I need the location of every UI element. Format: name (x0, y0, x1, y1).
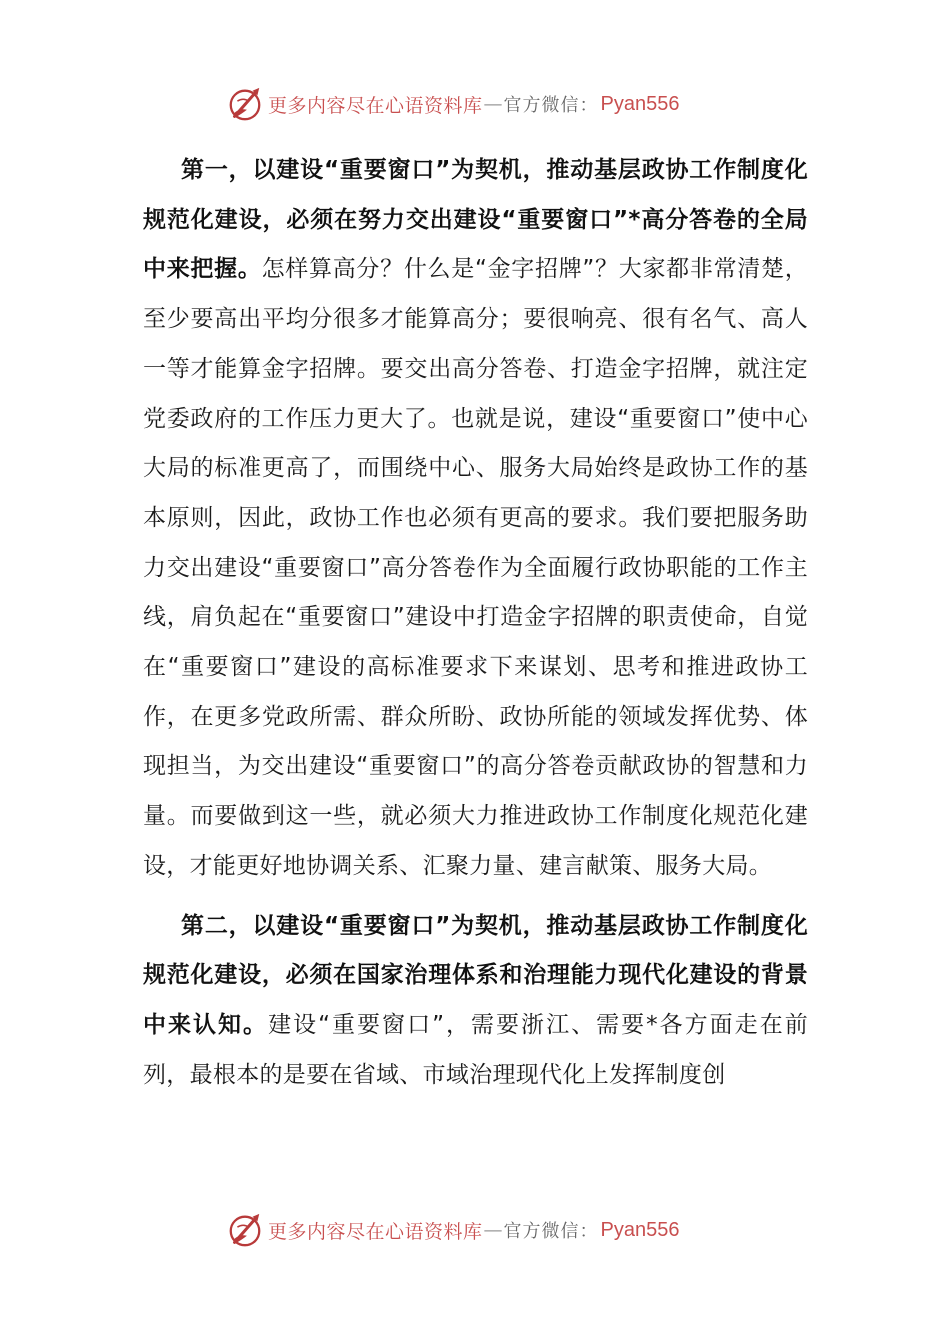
paragraph-1-lead: 第一，以建设“重要窗口”为契机，推动基层政协工作制度化规范化建设，必须在努力交出建设“重要窗口”*高分答卷的全局中来把握。 (143, 157, 808, 283)
paragraph-2 (143, 902, 808, 1101)
paragraph-1 (143, 146, 808, 892)
wechat-label: 官方微信： (503, 95, 599, 116)
wechat-id: Pyan556 (600, 1218, 680, 1241)
paragraph-2-lead: 第二，以建设“重要窗口”为契机，推动基层政协工作制度化规范化建设，必须在国家治理体系和治理能力现代化建设的背景中来认知。 (143, 912, 808, 1038)
site-promo-text: 更多内容尽在心语资料库 (268, 94, 483, 117)
pen-logo-icon (226, 1211, 264, 1249)
header-banner (226, 84, 679, 124)
banner-dash: — (483, 93, 503, 115)
wechat-id: Pyan556 (600, 92, 680, 115)
wechat-label: 官方微信： (503, 1221, 599, 1242)
site-promo-text: 更多内容尽在心语资料库 (268, 1220, 483, 1243)
pen-logo-icon (226, 85, 264, 123)
footer-banner (226, 1210, 679, 1250)
paragraph-2-body: 建设“重要窗口”，需要浙江、需要*各方面走在前列，最根本的是要在省域、市域治理现代化上发挥制度创 (143, 1011, 809, 1088)
paragraph-1-body: 怎样算高分？什么是“金字招牌”？大家都非常清楚，至少要高出平均分很多才能算高分；要很响亮、很有名气、高人一等才能算金字招牌。要交出高分答卷、打造金字招牌，就注定党委政府的工作压力更大了。也就是说，建设“重要窗口”使中心大局的标准更高了，而围绕中心、服务大局始终是政协工作的基本原则，因此，政协工作也必须有更高的要求。我们要把服务助力交出建设“重要窗口”高分答卷作为全面履行政协职能的工作主线，肩负起在“重要窗口”建设中打造金字招牌的职责使命，自觉在“重要窗口”建设的高标准要求下来谋划、思考和推进政协工作，在更多党政所需、群众所盼、政协所能的领域发挥优势、体现担当，为交出建设“重要窗口”的高分答卷贡献政协的智慧和力量。而要做到这一些，就必须大力推进政协工作制度化规范化建设，才能更好地协调关系、汇聚力量、建言献策、服务大局。 (143, 256, 809, 879)
banner-dash: — (483, 1219, 503, 1241)
document-body (143, 146, 808, 1100)
